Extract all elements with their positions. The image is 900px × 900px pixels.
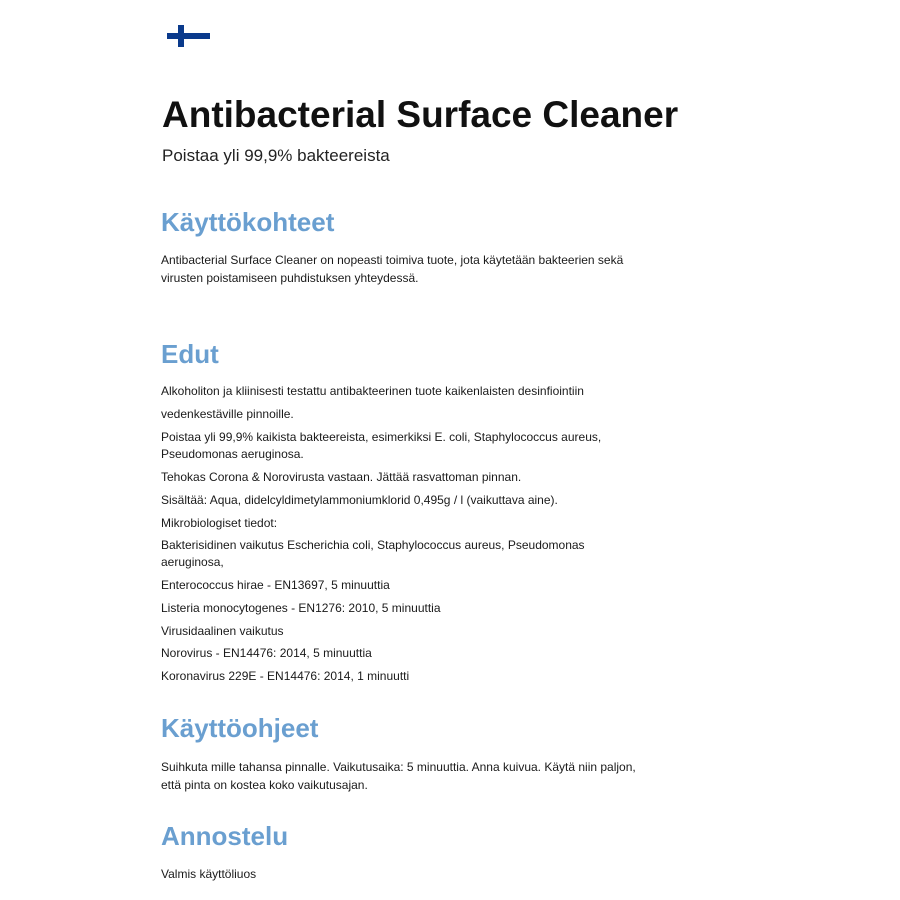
- section-heading-annostelu: Annostelu: [161, 821, 289, 851]
- kayttokohteet-line: virusten poistamiseen puhdistuksen yhteydessä.: [161, 271, 419, 285]
- edut-line: Listeria monocytogenes - EN1276: 2010, 5 minuuttia: [161, 601, 441, 615]
- kayttokohteet-line: Antibacterial Surface Cleaner on nopeasti toimiva tuote, jota käytetään bakteerien sekä: [161, 253, 624, 267]
- kayttoohjeet-line: että pinta on kostea koko vaikutusajan.: [161, 778, 368, 792]
- edut-line: aeruginosa,: [161, 555, 224, 569]
- edut-line: Enterococcus hirae - EN13697, 5 minuuttia: [161, 578, 390, 592]
- edut-line: Bakterisidinen vaikutus Escherichia coli, Staphylococcus aureus, Pseudomonas: [161, 538, 585, 552]
- kayttoohjeet-line: Suihkuta mille tahansa pinnalle. Vaikutusaika: 5 minuuttia. Anna kuivua. Käytä niin paljon,: [161, 760, 636, 774]
- annostelu-line: Valmis käyttöliuos: [161, 867, 257, 881]
- edut-line: vedenkestäville pinnoille.: [161, 407, 294, 421]
- section-heading-edut: Edut: [161, 339, 219, 369]
- section-heading-kayttokohteet: Käyttökohteet: [161, 207, 335, 237]
- edut-line: Tehokas Corona & Norovirusta vastaan. Jättää rasvattoman pinnan.: [161, 470, 522, 484]
- section-heading-kayttoohjeet: Käyttöohjeet: [161, 713, 319, 743]
- edut-line: Pseudomonas aeruginosa.: [161, 447, 304, 461]
- edut-line: Mikrobiologiset tiedot:: [161, 516, 278, 530]
- finland-flag-icon: [167, 25, 210, 47]
- edut-line: Virusidaalinen vaikutus: [161, 624, 284, 638]
- edut-line: Sisältää: Aqua, didelcyldimetylammoniumklorid 0,495g / l (vaikuttava aine).: [161, 493, 558, 507]
- edut-line: Norovirus - EN14476: 2014, 5 minuuttia: [161, 646, 372, 660]
- edut-line: Poistaa yli 99,9% kaikista bakteereista, esimerkiksi E. coli, Staphylococcus aureus,: [161, 430, 602, 444]
- page-title: Antibacterial Surface Cleaner: [162, 94, 679, 135]
- edut-line: Alkoholiton ja kliinisesti testattu antibakteerinen tuote kaikenlaisten desinfiointiin: [161, 384, 584, 398]
- edut-line: Koronavirus 229E - EN14476: 2014, 1 minuutti: [161, 669, 410, 683]
- page-subtitle: Poistaa yli 99,9% bakteereista: [162, 146, 390, 165]
